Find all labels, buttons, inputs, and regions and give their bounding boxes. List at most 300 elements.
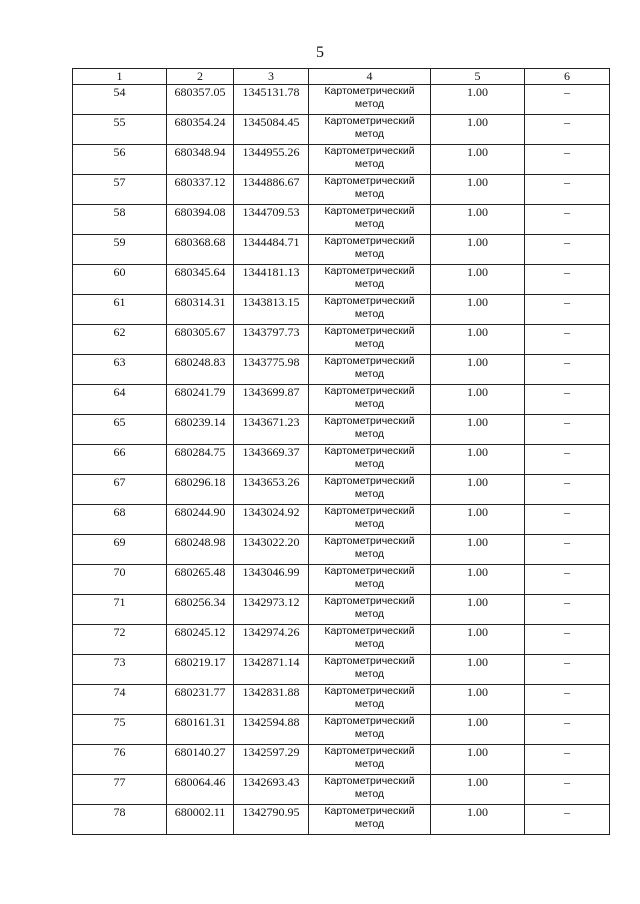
accuracy-text: 1.00 [467, 655, 488, 669]
table-row [73, 175, 610, 205]
y-coordinate-cell [234, 685, 309, 715]
note-text: – [564, 325, 570, 339]
accuracy-text: 1.00 [467, 475, 488, 489]
x-coordinate-cell [167, 475, 234, 505]
y-coordinate-cell [234, 565, 309, 595]
accuracy-cell [431, 415, 525, 445]
method-cell [309, 805, 431, 835]
y-coordinate-text: 1342790.95 [242, 805, 300, 819]
method-cell [309, 205, 431, 235]
y-coordinate-text: 1342974.26 [242, 625, 300, 639]
note-text: – [564, 85, 570, 99]
x-coordinate-text: 680219.17 [174, 655, 226, 669]
method-text: Картометрический [324, 385, 415, 397]
y-coordinate-cell [234, 205, 309, 235]
point-number-text: 69 [113, 535, 126, 549]
x-coordinate-cell [167, 295, 234, 325]
accuracy-cell [431, 175, 525, 205]
point-number-cell [73, 565, 167, 595]
accuracy-cell [431, 385, 525, 415]
method-text: Картометрический [324, 175, 415, 187]
note-cell [525, 145, 610, 175]
table-row [73, 535, 610, 565]
point-number-cell [73, 685, 167, 715]
table-row [73, 265, 610, 295]
point-number-text: 67 [113, 475, 126, 489]
point-number-text: 68 [113, 505, 126, 519]
x-coordinate-cell [167, 595, 234, 625]
accuracy-cell [431, 745, 525, 775]
y-coordinate-cell [234, 385, 309, 415]
accuracy-text: 1.00 [467, 805, 488, 819]
method-text: Картометрический [324, 655, 415, 667]
table-row [73, 235, 610, 265]
x-coordinate-cell [167, 505, 234, 535]
method-text: метод [354, 338, 385, 350]
accuracy-cell [431, 325, 525, 355]
note-text: – [564, 685, 570, 699]
method-text: метод [354, 818, 385, 830]
accuracy-cell [431, 505, 525, 535]
column-header: 4 [309, 69, 431, 85]
point-number-cell [73, 655, 167, 685]
accuracy-cell [431, 85, 525, 115]
y-coordinate-cell [234, 115, 309, 145]
x-coordinate-cell [167, 445, 234, 475]
x-coordinate-cell [167, 685, 234, 715]
note-cell [525, 415, 610, 445]
method-text: метод [354, 98, 385, 110]
note-cell [525, 85, 610, 115]
x-coordinate-cell [167, 745, 234, 775]
method-text: Картометрический [324, 625, 415, 637]
y-coordinate-cell [234, 265, 309, 295]
method-text: метод [354, 308, 385, 320]
table-row [73, 385, 610, 415]
point-number-cell [73, 475, 167, 505]
note-cell [525, 325, 610, 355]
method-text: Картометрический [324, 445, 415, 457]
method-text: Картометрический [324, 565, 415, 577]
y-coordinate-cell [234, 415, 309, 445]
x-coordinate-text: 680354.24 [174, 115, 226, 129]
point-number-cell [73, 265, 167, 295]
note-cell [525, 295, 610, 325]
table-row [73, 505, 610, 535]
page-number: 5 [316, 44, 324, 61]
y-coordinate-text: 1343775.98 [242, 355, 300, 369]
method-cell [309, 295, 431, 325]
x-coordinate-text: 680256.34 [174, 595, 226, 609]
accuracy-text: 1.00 [467, 145, 488, 159]
method-cell [309, 415, 431, 445]
note-text: – [564, 175, 570, 189]
accuracy-cell [431, 235, 525, 265]
point-number-text: 60 [113, 265, 126, 279]
method-text: метод [354, 248, 385, 260]
y-coordinate-cell [234, 175, 309, 205]
y-coordinate-text: 1344181.13 [242, 265, 300, 279]
accuracy-text: 1.00 [467, 235, 488, 249]
accuracy-text: 1.00 [467, 325, 488, 339]
point-number-text: 56 [113, 145, 126, 159]
point-number-cell [73, 325, 167, 355]
method-cell [309, 445, 431, 475]
x-coordinate-cell [167, 805, 234, 835]
point-number-cell [73, 415, 167, 445]
x-coordinate-text: 680314.31 [174, 295, 226, 309]
method-text: Картометрический [324, 325, 415, 337]
table-row [73, 205, 610, 235]
method-text: метод [354, 518, 385, 530]
point-number-text: 58 [113, 205, 126, 219]
note-cell [525, 475, 610, 505]
accuracy-cell [431, 595, 525, 625]
column-header: 5 [431, 69, 525, 85]
note-text: – [564, 565, 570, 579]
note-text: – [564, 805, 570, 819]
method-text: метод [354, 278, 385, 290]
method-text: метод [354, 608, 385, 620]
note-text: – [564, 775, 570, 789]
table-row [73, 685, 610, 715]
point-number-cell [73, 115, 167, 145]
point-number-cell [73, 805, 167, 835]
point-number-text: 57 [113, 175, 126, 189]
note-cell [525, 655, 610, 685]
note-text: – [564, 355, 570, 369]
y-coordinate-text: 1345084.45 [242, 115, 300, 129]
method-text: Картометрический [324, 265, 415, 277]
x-coordinate-text: 680140.27 [174, 745, 226, 759]
x-coordinate-text: 680244.90 [174, 505, 226, 519]
y-coordinate-text: 1343653.26 [242, 475, 300, 489]
note-text: – [564, 535, 570, 549]
x-coordinate-cell [167, 115, 234, 145]
accuracy-text: 1.00 [467, 685, 488, 699]
note-text: – [564, 385, 570, 399]
method-text: метод [354, 458, 385, 470]
point-number-cell [73, 625, 167, 655]
coordinates-table [72, 68, 610, 835]
y-coordinate-text: 1342831.88 [242, 685, 300, 699]
point-number-text: 72 [113, 625, 126, 639]
method-text: метод [354, 578, 385, 590]
note-text: – [564, 475, 570, 489]
point-number-cell [73, 175, 167, 205]
point-number-cell [73, 715, 167, 745]
accuracy-cell [431, 355, 525, 385]
accuracy-text: 1.00 [467, 715, 488, 729]
y-coordinate-text: 1342871.14 [242, 655, 300, 669]
note-text: – [564, 235, 570, 249]
point-number-text: 64 [113, 385, 126, 399]
y-coordinate-cell [234, 505, 309, 535]
note-text: – [564, 445, 570, 459]
method-text: Картометрический [324, 715, 415, 727]
x-coordinate-cell [167, 655, 234, 685]
method-cell [309, 175, 431, 205]
table-row [73, 595, 610, 625]
note-cell [525, 265, 610, 295]
accuracy-text: 1.00 [467, 625, 488, 639]
method-text: метод [354, 758, 385, 770]
note-text: – [564, 145, 570, 159]
x-coordinate-text: 680265.48 [174, 565, 226, 579]
x-coordinate-cell [167, 145, 234, 175]
note-cell [525, 685, 610, 715]
y-coordinate-text: 1343813.15 [242, 295, 300, 309]
y-coordinate-cell [234, 235, 309, 265]
method-cell [309, 355, 431, 385]
point-number-cell [73, 235, 167, 265]
x-coordinate-cell [167, 355, 234, 385]
note-text: – [564, 745, 570, 759]
note-cell [525, 565, 610, 595]
note-text: – [564, 595, 570, 609]
x-coordinate-text: 680357.05 [174, 85, 226, 99]
accuracy-cell [431, 535, 525, 565]
accuracy-cell [431, 115, 525, 145]
y-coordinate-text: 1343797.73 [242, 325, 300, 339]
x-coordinate-cell [167, 715, 234, 745]
x-coordinate-text: 680064.46 [174, 775, 226, 789]
point-number-cell [73, 295, 167, 325]
note-text: – [564, 415, 570, 429]
method-text: Картометрический [324, 235, 415, 247]
note-cell [525, 745, 610, 775]
x-coordinate-cell [167, 625, 234, 655]
y-coordinate-cell [234, 475, 309, 505]
y-coordinate-cell [234, 715, 309, 745]
y-coordinate-text: 1343024.92 [242, 505, 300, 519]
x-coordinate-text: 680245.12 [174, 625, 226, 639]
y-coordinate-cell [234, 745, 309, 775]
note-text: – [564, 205, 570, 219]
accuracy-cell [431, 715, 525, 745]
table-row [73, 715, 610, 745]
method-text: метод [354, 488, 385, 500]
table-row [73, 565, 610, 595]
note-cell [525, 445, 610, 475]
accuracy-cell [431, 655, 525, 685]
y-coordinate-cell [234, 355, 309, 385]
x-coordinate-cell [167, 235, 234, 265]
y-coordinate-cell [234, 325, 309, 355]
y-coordinate-cell [234, 595, 309, 625]
column-header: 2 [167, 69, 234, 85]
note-cell [525, 115, 610, 145]
table-row [73, 85, 610, 115]
column-header: 3 [234, 69, 309, 85]
x-coordinate-text: 680239.14 [174, 415, 226, 429]
method-text: Картометрический [324, 145, 415, 157]
point-number-cell [73, 595, 167, 625]
point-number-cell [73, 355, 167, 385]
y-coordinate-cell [234, 625, 309, 655]
table-row [73, 415, 610, 445]
accuracy-text: 1.00 [467, 385, 488, 399]
point-number-text: 54 [113, 85, 126, 99]
accuracy-text: 1.00 [467, 505, 488, 519]
x-coordinate-text: 680348.94 [174, 145, 226, 159]
y-coordinate-cell [234, 145, 309, 175]
method-text: Картометрический [324, 685, 415, 697]
method-cell [309, 385, 431, 415]
table-row [73, 145, 610, 175]
point-number-text: 70 [113, 565, 126, 579]
table-row [73, 355, 610, 385]
method-text: Картометрический [324, 805, 415, 817]
note-text: – [564, 625, 570, 639]
accuracy-text: 1.00 [467, 265, 488, 279]
table-row [73, 115, 610, 145]
accuracy-text: 1.00 [467, 115, 488, 129]
y-coordinate-cell [234, 295, 309, 325]
x-coordinate-text: 680394.08 [174, 205, 226, 219]
x-coordinate-cell [167, 175, 234, 205]
table-row [73, 805, 610, 835]
method-text: Картометрический [324, 205, 415, 217]
y-coordinate-text: 1342973.12 [242, 595, 300, 609]
point-number-text: 63 [113, 355, 126, 369]
point-number-cell [73, 145, 167, 175]
table-row [73, 655, 610, 685]
x-coordinate-cell [167, 205, 234, 235]
accuracy-text: 1.00 [467, 595, 488, 609]
accuracy-text: 1.00 [467, 745, 488, 759]
y-coordinate-text: 1344886.67 [242, 175, 300, 189]
note-cell [525, 715, 610, 745]
table-row [73, 295, 610, 325]
point-number-cell [73, 205, 167, 235]
note-cell [525, 625, 610, 655]
accuracy-text: 1.00 [467, 205, 488, 219]
note-text: – [564, 265, 570, 279]
x-coordinate-cell [167, 535, 234, 565]
y-coordinate-cell [234, 85, 309, 115]
note-text: – [564, 295, 570, 309]
note-cell [525, 595, 610, 625]
method-cell [309, 505, 431, 535]
y-coordinate-text: 1342693.43 [242, 775, 300, 789]
table-row [73, 325, 610, 355]
method-text: Картометрический [324, 775, 415, 787]
method-cell [309, 475, 431, 505]
point-number-text: 78 [113, 805, 126, 819]
y-coordinate-cell [234, 805, 309, 835]
table-row [73, 745, 610, 775]
y-coordinate-text: 1343022.20 [242, 535, 300, 549]
accuracy-cell [431, 145, 525, 175]
method-text: метод [354, 788, 385, 800]
x-coordinate-text: 680241.79 [174, 385, 226, 399]
method-text: Картометрический [324, 745, 415, 757]
method-text: Картометрический [324, 355, 415, 367]
method-cell [309, 565, 431, 595]
accuracy-text: 1.00 [467, 445, 488, 459]
x-coordinate-cell [167, 265, 234, 295]
method-text: Картометрический [324, 595, 415, 607]
table-row [73, 775, 610, 805]
accuracy-cell [431, 475, 525, 505]
method-cell [309, 85, 431, 115]
method-text: метод [354, 728, 385, 740]
note-cell [525, 505, 610, 535]
note-cell [525, 805, 610, 835]
method-text: метод [354, 218, 385, 230]
point-number-text: 75 [113, 715, 126, 729]
note-text: – [564, 115, 570, 129]
x-coordinate-cell [167, 775, 234, 805]
point-number-cell [73, 535, 167, 565]
accuracy-cell [431, 295, 525, 325]
method-text: метод [354, 428, 385, 440]
x-coordinate-text: 680345.64 [174, 265, 226, 279]
point-number-cell [73, 85, 167, 115]
accuracy-cell [431, 445, 525, 475]
method-cell [309, 235, 431, 265]
method-text: Картометрический [324, 295, 415, 307]
method-text: метод [354, 188, 385, 200]
x-coordinate-cell [167, 85, 234, 115]
x-coordinate-text: 680368.68 [174, 235, 226, 249]
x-coordinate-cell [167, 415, 234, 445]
y-coordinate-text: 1343046.99 [242, 565, 300, 579]
x-coordinate-text: 680161.31 [174, 715, 226, 729]
x-coordinate-cell [167, 385, 234, 415]
x-coordinate-cell [167, 325, 234, 355]
accuracy-text: 1.00 [467, 85, 488, 99]
note-cell [525, 385, 610, 415]
note-cell [525, 175, 610, 205]
accuracy-cell [431, 685, 525, 715]
point-number-text: 77 [113, 775, 126, 789]
accuracy-cell [431, 625, 525, 655]
method-text: Картометрический [324, 505, 415, 517]
y-coordinate-text: 1345131.78 [242, 85, 300, 99]
point-number-text: 76 [113, 745, 126, 759]
y-coordinate-text: 1344709.53 [242, 205, 300, 219]
table-row [73, 445, 610, 475]
table-row [73, 625, 610, 655]
y-coordinate-text: 1344955.26 [242, 145, 300, 159]
method-text: метод [354, 668, 385, 680]
y-coordinate-text: 1344484.71 [242, 235, 300, 249]
method-text: метод [354, 158, 385, 170]
x-coordinate-text: 680248.98 [174, 535, 226, 549]
method-text: метод [354, 368, 385, 380]
method-cell [309, 595, 431, 625]
note-text: – [564, 715, 570, 729]
method-cell [309, 625, 431, 655]
method-cell [309, 745, 431, 775]
x-coordinate-text: 680337.12 [174, 175, 226, 189]
point-number-text: 71 [113, 595, 126, 609]
method-text: Картометрический [324, 115, 415, 127]
x-coordinate-text: 680231.77 [174, 685, 226, 699]
point-number-text: 61 [113, 295, 126, 309]
note-cell [525, 535, 610, 565]
method-cell [309, 655, 431, 685]
y-coordinate-text: 1343699.87 [242, 385, 300, 399]
method-cell [309, 115, 431, 145]
note-cell [525, 355, 610, 385]
method-text: метод [354, 128, 385, 140]
method-text: Картометрический [324, 415, 415, 427]
column-header: 6 [525, 69, 610, 85]
table-body [73, 85, 610, 835]
